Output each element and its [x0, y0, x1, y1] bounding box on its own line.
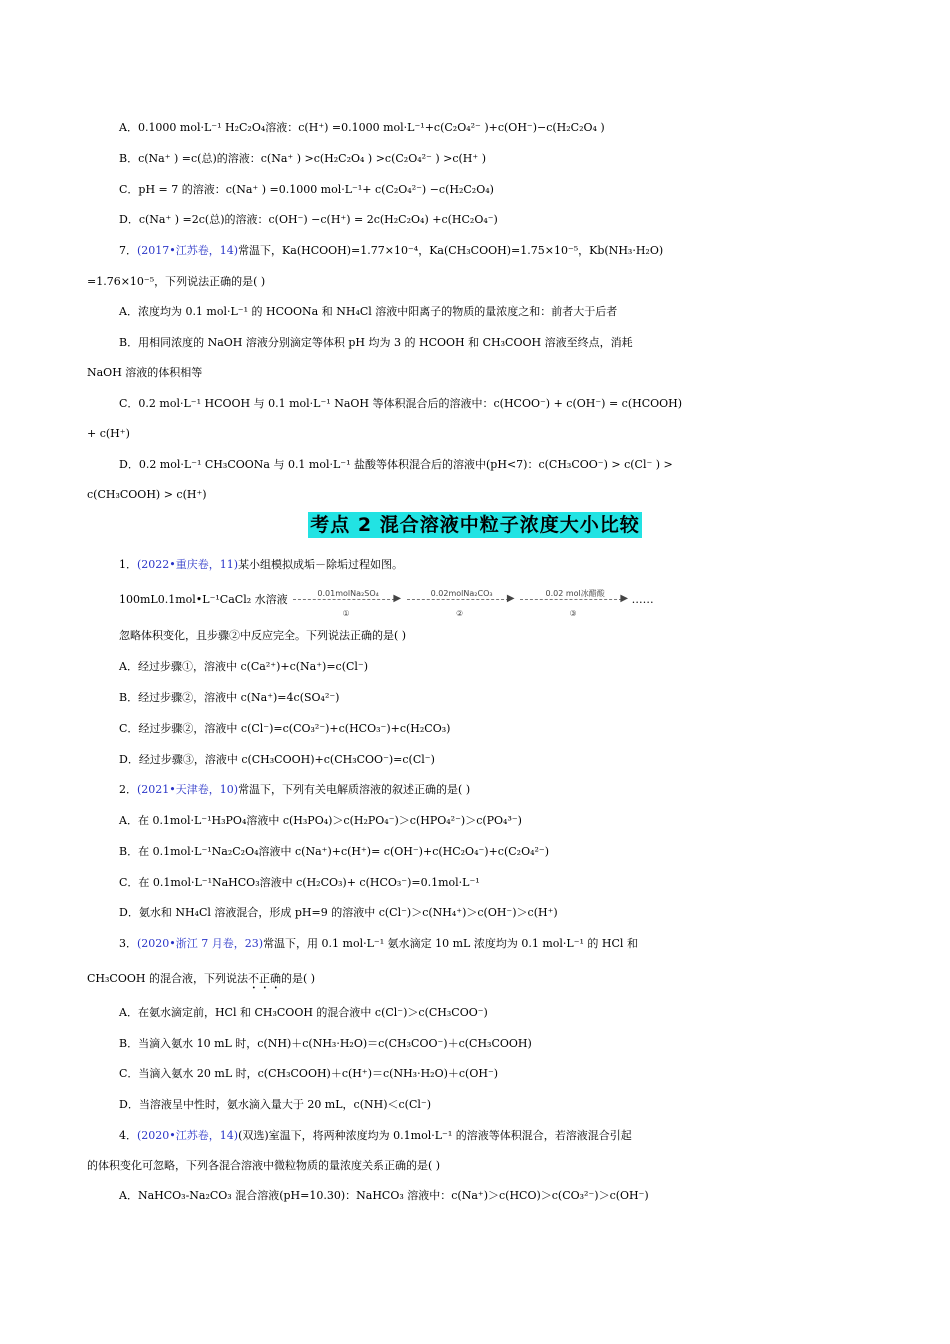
p3-option-c: C．当滴入氨水 20 mL 时，c(CH₃COOH)＋c(H⁺)＝c(NH₃·H₂O)＋c(OH⁻) [119, 1067, 499, 1080]
p3-option-a: A．在氨水滴定前，HCl 和 CH₃COOH 的混合液中 c(Cl⁻)＞c(CH₃COO⁻) [119, 1006, 488, 1019]
p3-option-d: D．当溶液呈中性时，氨水滴入量大于 20 mL，c(NH)＜c(Cl⁻) [119, 1098, 431, 1111]
option-d-prev: D．c(Na⁺ ) =2c(总)的溶液：c(OH⁻) −c(H⁺) = 2c(H₂C₂O₄) +c(HC₂O₄⁻) [119, 213, 498, 226]
flow-arrow-1 [291, 589, 402, 618]
arrow-step-label: ② [456, 609, 464, 618]
question-text: 某小组模拟成垢－除垢过程如图。 [238, 558, 404, 571]
option-c-prev: C．pH = 7 的溶液：c(Na⁺ ) =0.1000 mol·L⁻¹+ c(C₂O₄²⁻) −c(H₂C₂O₄) [119, 183, 494, 196]
flow-arrow-2 [405, 589, 515, 618]
section-heading-wrap [0, 512, 950, 538]
q7-option-b: B．用相同浓度的 NaOH 溶液分别滴定等体积 pH 均为 3 的 HCOOH 和 CH₃COOH 溶液至终点，消耗 [119, 336, 633, 349]
q7-option-d: D．0.2 mol·L⁻¹ CH₃COONa 与 0.1 mol·L⁻¹ 盐酸等体积混合后的溶液中(pH<7)：c(CH₃COO⁻) > c(Cl⁻ ) > [119, 458, 673, 471]
problem-3-cont [0, 969, 950, 992]
arrow-reagent-label: 0.02 mol冰醋酸 [545, 589, 605, 598]
question-number: 3． [119, 937, 137, 950]
arrow-head-icon: ▶ [506, 593, 515, 604]
problem-2 [0, 780, 950, 800]
text-part: 的是( ) [280, 972, 316, 985]
question-7-cont: =1.76×10⁻⁵，下列说法正确的是( ) [87, 275, 266, 288]
arrow-line [520, 599, 622, 600]
emphasized-text: 不正确 [247, 972, 281, 985]
p2-option-b: B．在 0.1mol·L⁻¹Na₂C₂O₄溶液中 c(Na⁺)+c(H⁺)= c(OH⁻)+c(HC₂O₄⁻)+c(C₂O₄²⁻) [119, 845, 550, 858]
text-part: CH₃COOH 的混合液，下列说法 [87, 972, 248, 985]
p1-option-b: B．经过步骤②，溶液中 c(Na⁺)=4c(SO₄²⁻) [119, 691, 340, 704]
q7-option-d-cont: c(CH₃COOH) > c(H⁺) [87, 488, 207, 501]
problem-1-note: 忽略体积变化，且步骤②中反应完全。下列说法正确的是( ) [119, 629, 407, 642]
flow-arrow-3 [518, 589, 629, 618]
question-text: 常温下，用 0.1 mol·L⁻¹ 氨水滴定 10 mL 浓度均为 0.1 mol·L⁻¹ 的 HCl 和 [263, 937, 638, 950]
question-number: 1． [119, 558, 137, 571]
question-number: 4． [119, 1129, 137, 1142]
arrow-head-icon: ▶ [620, 593, 629, 604]
question-source: (2020•浙江 7 月卷，23) [137, 937, 264, 950]
arrow-line [293, 599, 395, 600]
question-source: (2021•天津卷，10) [137, 783, 239, 796]
question-source: (2020•江苏卷，14) [137, 1129, 239, 1142]
q7-option-c-cont: + c(H⁺) [87, 427, 130, 440]
q7-option-b-cont: NaOH 溶液的体积相等 [87, 366, 203, 379]
flow-end: …… [631, 593, 654, 606]
arrow-reagent-label: 0.02molNa₂CO₃ [430, 589, 493, 598]
p1-option-c: C．经过步骤②，溶液中 c(Cl⁻)=c(CO₃²⁻)+c(HCO₃⁻)+c(H₂CO₃) [119, 722, 451, 735]
p3-option-b: B．当滴入氨水 10 mL 时，c(NH)＋c(NH₃·H₂O)＝c(CH₃COO⁻)＋c(CH₃COOH) [119, 1037, 532, 1050]
option-b-prev: B．c(Na⁺ ) =c(总)的溶液：c(Na⁺ ) >c(H₂C₂O₄ ) >c(C₂O₄²⁻ ) >c(H⁺ ) [119, 152, 486, 165]
question-text: 常温下，Ka(HCOOH)=1.77×10⁻⁴，Ka(CH₃COOH)=1.75×10⁻⁵，Kb(NH₃·H₂O) [238, 244, 664, 257]
question-source: (2022•重庆卷，11) [137, 558, 239, 571]
arrow-step-label: ① [342, 609, 350, 618]
option-a-prev: A．0.1000 mol·L⁻¹ H₂C₂O₄溶液：c(H⁺) =0.1000 mol·L⁻¹+c(C₂O₄²⁻ )+c(OH⁻)−c(H₂C₂O₄ ) [119, 121, 605, 134]
p4-option-a: A．NaHCO₃-Na₂CO₃ 混合溶液(pH=10.30)：NaHCO₃ 溶液中：c(Na⁺)＞c(HCO)＞c(CO₃²⁻)＞c(OH⁻) [119, 1189, 649, 1202]
problem-4 [0, 1126, 950, 1146]
arrow-line [407, 599, 509, 600]
arrow-reagent-label: 0.01molNa₂SO₄ [317, 589, 379, 598]
question-source: (2017•江苏卷，14) [137, 244, 239, 257]
question-text: 常温下，下列有关电解质溶液的叙述正确的是( ) [238, 783, 471, 796]
section-heading: 考点 2 混合溶液中粒子浓度大小比较 [310, 514, 640, 536]
p1-option-d: D．经过步骤③，溶液中 c(CH₃COOH)+c(CH₃COO⁻)=c(Cl⁻) [119, 753, 435, 766]
problem-3 [0, 934, 950, 954]
question-text: (双选)室温下，将两种浓度均为 0.1mol·L⁻¹ 的溶液等体积混合，若溶液混合引起 [238, 1129, 632, 1142]
problem-4-cont: 的体积变化可忽略，下列各混合溶液中微粒物质的量浓度关系正确的是( ) [87, 1159, 441, 1172]
process-flow [0, 589, 950, 618]
p2-option-d: D．氨水和 NH₄Cl 溶液混合，形成 pH=9 的溶液中 c(Cl⁻)＞c(NH₄⁺)＞c(OH⁻)＞c(H⁺) [119, 906, 558, 919]
q7-option-a: A．浓度均为 0.1 mol·L⁻¹ 的 HCOONa 和 NH₄Cl 溶液中阳离子的物质的量浓度之和：前者大于后者 [119, 305, 618, 318]
p1-option-a: A．经过步骤①，溶液中 c(Ca²⁺)+c(Na⁺)=c(Cl⁻) [119, 660, 369, 673]
q7-option-c: C．0.2 mol·L⁻¹ HCOOH 与 0.1 mol·L⁻¹ NaOH 等体积混合后的溶液中：c(HCOO⁻) + c(OH⁻) = c(HCOOH) [119, 397, 683, 410]
arrow-step-label: ③ [569, 609, 577, 618]
p2-option-c: C．在 0.1mol·L⁻¹NaHCO₃溶液中 c(H₂CO₃)+ c(HCO₃⁻)=0.1mol·L⁻¹ [119, 876, 480, 889]
flow-start: 100mL0.1mol•L⁻¹CaCl₂ 水溶液 [119, 593, 288, 606]
question-7 [0, 241, 950, 261]
p2-option-a: A．在 0.1mol·L⁻¹H₃PO₄溶液中 c(H₃PO₄)＞c(H₂PO₄⁻)＞c(HPO₄²⁻)＞c(PO₄³⁻) [119, 814, 522, 827]
problem-1 [0, 555, 950, 575]
question-number: 7． [119, 244, 137, 257]
arrow-head-icon: ▶ [393, 593, 402, 604]
question-number: 2． [119, 783, 137, 796]
